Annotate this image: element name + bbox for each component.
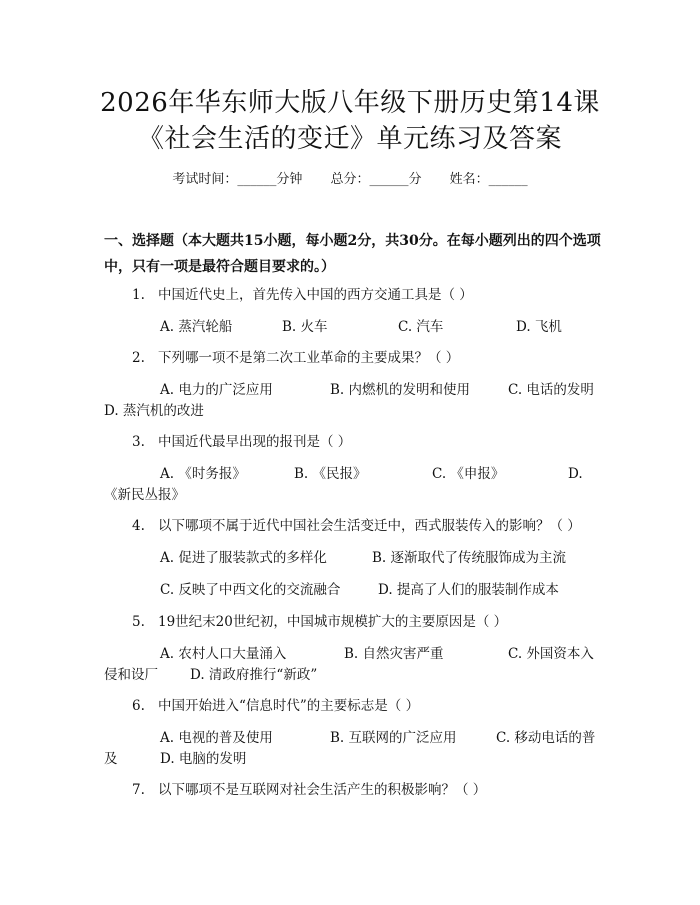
question-4 [132,514,581,534]
question-5-options-wrap [104,663,317,683]
exam-time: 考试时间：______分钟 [172,172,303,187]
option: C. 《申报》 [432,466,505,482]
option: A. 电视的普及使用 [160,730,273,746]
option: D. 飞机 [516,319,562,335]
option: C. 电话的发明 [508,382,594,398]
question-text: 下列哪一项不是第二次工业革命的主要成果？（ ） [158,350,460,366]
option: A. 电力的广泛应用 [160,382,273,398]
question-number: 1. [132,287,145,303]
option: C. 反映了中西文化的交流融合 [160,582,341,598]
option: 侵和设厂 [104,667,158,683]
question-2-options-wrap [104,399,204,419]
question-6-options-wrap [104,747,246,767]
question-text: 以下哪项不属于近代中国社会生活变迁中，西式服装传入的影响？（ ） [158,518,581,534]
question-6 [132,694,419,714]
question-2 [132,346,459,366]
question-number: 3. [132,434,145,450]
section-heading: 一、选择题（本大题共15小题，每小题2分，共30分。在每小题列出的四个选项中，只有一项是最符合题目要求的。） [104,233,601,275]
option: C. 移动电话的普 [496,730,596,746]
option: D. 蒸汽机的改进 [104,403,204,419]
question-3-options [160,462,583,482]
option: B. 内燃机的发明和使用 [330,382,471,398]
exam-name: 姓名：______ [449,172,528,187]
question-2-options [160,378,594,398]
option: B. 火车 [282,319,328,335]
question-text: 19世纪末20世纪初，中国城市规模扩大的主要原因是（ ） [158,614,508,630]
option: D. [568,466,583,482]
option: B. 互联网的广泛应用 [330,730,457,746]
question-4-options-row-1 [160,546,566,566]
question-text: 以下哪项不是互联网对社会生活产生的积极影响？（ ） [158,782,487,798]
option: A. 农村人口大量涌入 [160,646,287,662]
question-number: 7. [132,782,145,798]
option: D. 提高了人们的服装制作成本 [378,582,559,598]
option: D. 电脑的发明 [160,751,247,767]
question-3-options-wrap [104,483,185,503]
question-3 [132,430,351,450]
option: B. 《民报》 [294,466,367,482]
question-number: 2. [132,350,145,366]
option: D. 清政府推行“新政” [190,667,318,683]
option: 及 [104,751,118,767]
question-number: 4. [132,518,145,534]
question-text: 中国近代最早出现的报刊是（ ） [158,434,352,450]
question-number: 5. [132,614,145,630]
option: C. 汽车 [398,319,444,335]
question-1-options [160,315,562,335]
question-4-options-row-2 [160,578,559,598]
question-6-options [160,726,595,746]
option: 《新民丛报》 [104,487,185,503]
option: B. 自然灾害严重 [344,646,444,662]
question-number: 6. [132,698,145,714]
option: A. 蒸汽轮船 [160,319,233,335]
option: C. 外国资本入 [508,646,594,662]
question-5 [132,610,507,630]
question-5-options [160,642,594,662]
document-title-line-1: 2026年华东师大版八年级下册历史第14课 [100,88,600,118]
question-text: 中国近代史上，首先传入中国的西方交通工具是（ ） [158,287,473,303]
document-title-line-2: 《社会生活的变迁》单元练习及答案 [137,124,562,154]
option: A. 促进了服装款式的多样化 [160,550,327,566]
exam-meta [0,168,700,187]
question-1 [132,283,473,303]
option: B. 逐渐取代了传统服饰成为主流 [372,550,567,566]
option: A. 《时务报》 [160,466,246,482]
question-text: 中国开始进入“信息时代”的主要标志是（ ） [158,698,420,714]
question-7 [132,778,486,798]
exam-score: 总分：______分 [330,172,422,187]
